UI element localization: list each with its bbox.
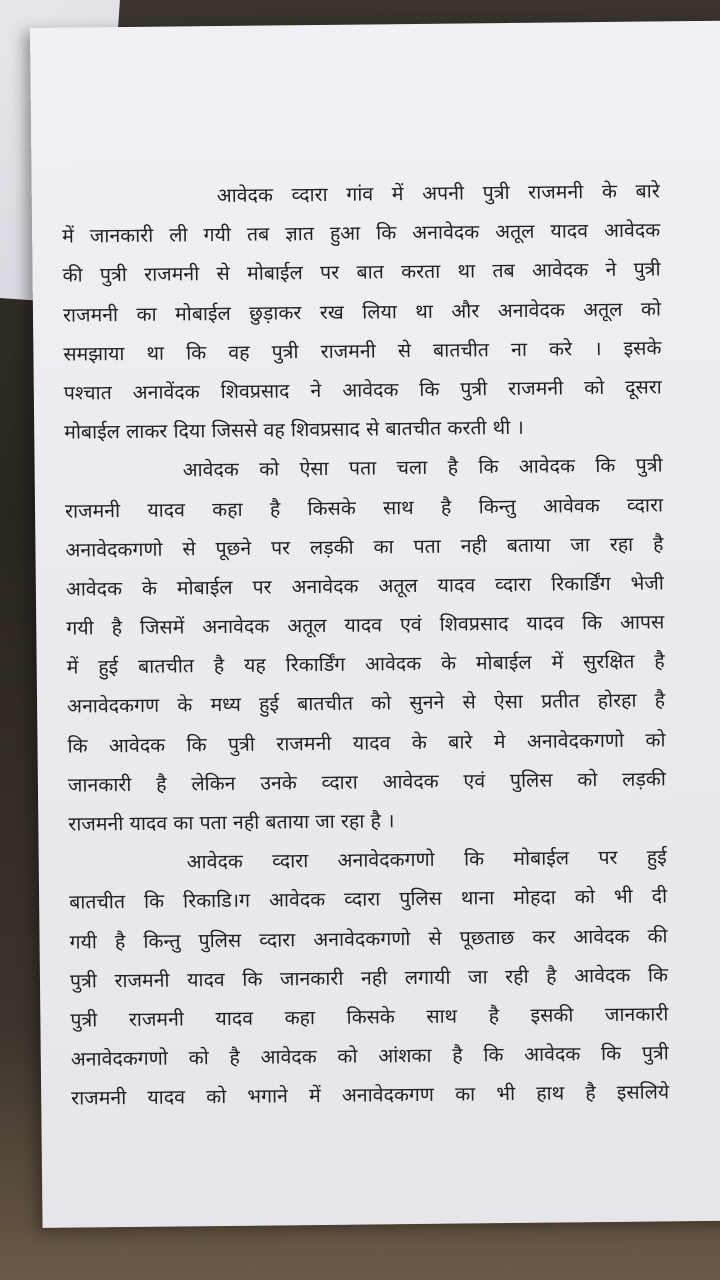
text-line: गयी है जिसमें अनावेदक अतूल यादव एवं शिवप्रसाद यादव कि आपस	[66, 610, 665, 640]
text-line: अनावेदकगणो से पूछने पर लड़की का पता नही बताया जा रहा है	[65, 532, 664, 562]
text-line: अनावेदकगणो को है आवेदक को आंशका है कि आवेदक कि पुत्री	[70, 1041, 669, 1071]
text-line: पुत्री राजमनी यादव कहा किसके साथ है इसकी जानकारी	[70, 1002, 669, 1032]
text-line: राजमनी यादव कहा है किसके साथ है किन्तु आवेवक व्दारा	[64, 492, 664, 523]
text-line: आवेदक को ऐसा पता चला है कि आवेदक कि पुत्री	[182, 453, 663, 482]
text-line: में हुई बातचीत है यह रिकार्डिंग आवेदक के मोबाईल में सुरक्षित है	[66, 649, 665, 679]
text-line: आवेदक व्दारा अनावेदकगणो कि मोबाईल पर हुई	[186, 845, 667, 874]
text-line: जानकारी है लेकिन उनके व्दारा आवेदक एवं पुलिस को लड़की	[67, 767, 667, 797]
text-line: गयी है किन्तु पुलिस व्दारा अनावेदकगणो से पूछताछ कर आवेदक की	[69, 923, 668, 954]
text-line: राजमनी का मोबाईल छुड़ाकर रख लिया था और अनावेदक अतूल को	[62, 296, 662, 327]
text-line: पुत्री राजमनी यादव कि जानकारी नही लगायी जा रही है आवेदक कि	[69, 963, 669, 993]
text-line: बातचीत कि रिकाडि।ग आवेदक व्दारा पुलिस थाना मोहदा को भी दी	[69, 884, 668, 915]
text-line: अनावेदकगण के मध्य हुई बातचीत को सुनने से ऐसा प्रतीत होरहा है	[66, 688, 666, 719]
text-line: पश्चात अनावेंदक शिवप्रसाद ने आवेदक कि पुत्री राजमनी को दूसरा	[63, 375, 662, 405]
text-line: कि आवेदक कि पुत्री राजमनी यादव के बारे मे अनावेदकगणो को	[67, 728, 666, 758]
text-line: की पुत्री राजमनी से मोबाईल पर बात करता था तब आवेदक ने पुत्री	[62, 257, 661, 288]
document-page	[30, 20, 720, 1227]
text-line: मोबाईल लाकर दिया जिससे वह शिवप्रसाद से बातचीत करती थी ।	[64, 415, 524, 444]
text-line: आवेदक के मोबाईल पर अनावेदक अतूल यादव व्दारा रिकार्डिंग भेजी	[65, 571, 664, 601]
text-line: समझाया था कि वह पुत्री राजमनी से बातचीत ना करे । इसके	[63, 336, 662, 366]
text-line: में जानकारी ली गयी तब ज्ञात हुआ कि अनावेदक अतूल यादव आवेदक	[62, 218, 661, 248]
text-line: आवेदक व्दारा गांव में अपनी पुत्री राजमनी के बारे	[216, 179, 660, 208]
document-body	[62, 171, 670, 1118]
text-line: राजमनी यादव को भगाने में अनावेदकगण का भी हाथ है इसलिये	[71, 1080, 670, 1110]
text-line: राजमनी यादव का पता नही बताया जा रहा है ।	[68, 809, 395, 836]
